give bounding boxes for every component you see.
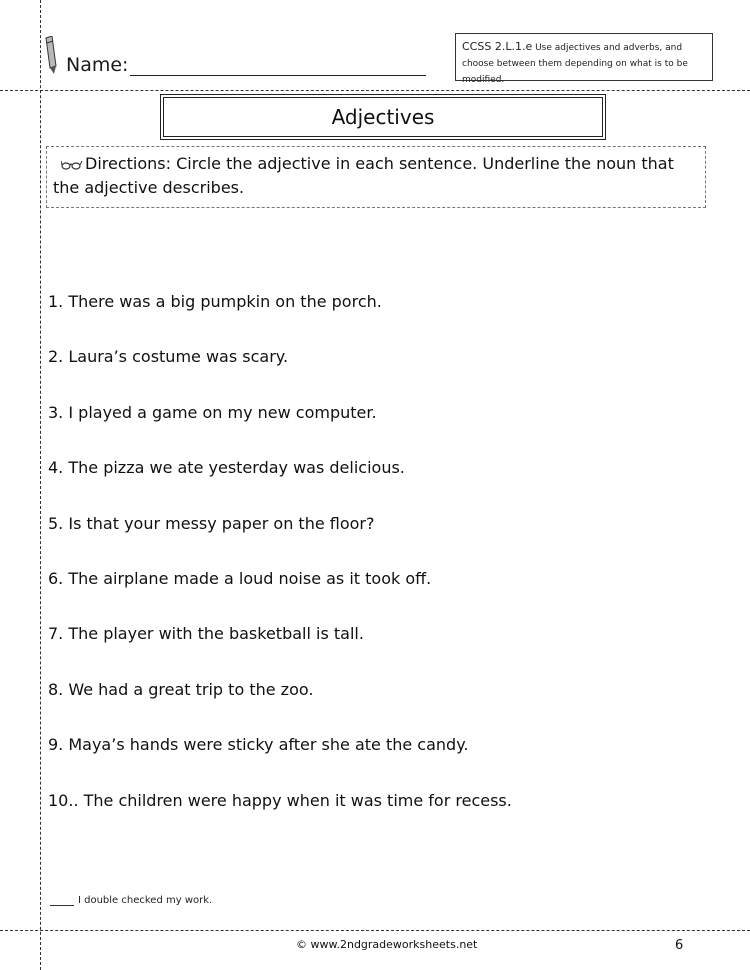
- sentence-item[interactable]: 9. Maya’s hands were sticky after she ate the candy.: [48, 735, 469, 755]
- bottom-dashed-divider: [0, 930, 750, 931]
- sentence-item[interactable]: 10.. The children were happy when it was time for recess.: [48, 790, 512, 810]
- double-check-blank[interactable]: [50, 895, 74, 906]
- ccss-description: Use adjectives and adverbs, and choose between them depending on what is to be modified.: [462, 43, 688, 85]
- directions-box: [46, 146, 706, 208]
- sentence-item[interactable]: 3. I played a game on my new computer.: [48, 402, 377, 422]
- sentence-item[interactable]: 2. Laura’s costume was scary.: [48, 347, 289, 367]
- copyright-footer: © www.2ndgradeworksheets.net: [296, 938, 478, 951]
- ccss-code: CCSS 2.L.1.e: [462, 40, 533, 53]
- name-field: [66, 54, 426, 76]
- sentence-item[interactable]: 8. We had a great trip to the zoo.: [48, 679, 314, 699]
- name-label: Name:: [66, 54, 129, 76]
- sentence-item[interactable]: 5. Is that your messy paper on the floor?: [48, 513, 375, 533]
- page-title: Adjectives: [163, 97, 603, 137]
- title-box: [160, 94, 606, 140]
- sentence-list: [48, 290, 728, 844]
- sentence-item[interactable]: 7. The player with the basketball is tall.: [48, 624, 364, 644]
- page-number: 6: [675, 938, 684, 953]
- sentence-item[interactable]: 1. There was a big pumpkin on the porch.: [48, 292, 382, 311]
- top-dashed-divider: [0, 90, 750, 91]
- double-check-label: I double checked my work.: [78, 895, 213, 906]
- ccss-standard-box: [455, 33, 713, 85]
- glasses-icon: [61, 160, 83, 170]
- name-blank-line[interactable]: [130, 55, 426, 76]
- vertical-dashed-margin-line: [40, 0, 41, 970]
- pencil-icon: [42, 36, 60, 76]
- double-check-row: [50, 895, 212, 906]
- directions-text: Directions: Circle the adjective in each sentence. Underline the noun that the adjective describes.: [53, 154, 674, 197]
- sentence-item[interactable]: 6. The airplane made a loud noise as it took off.: [48, 568, 432, 588]
- sentence-item[interactable]: 4. The pizza we ate yesterday was delicious.: [48, 458, 405, 478]
